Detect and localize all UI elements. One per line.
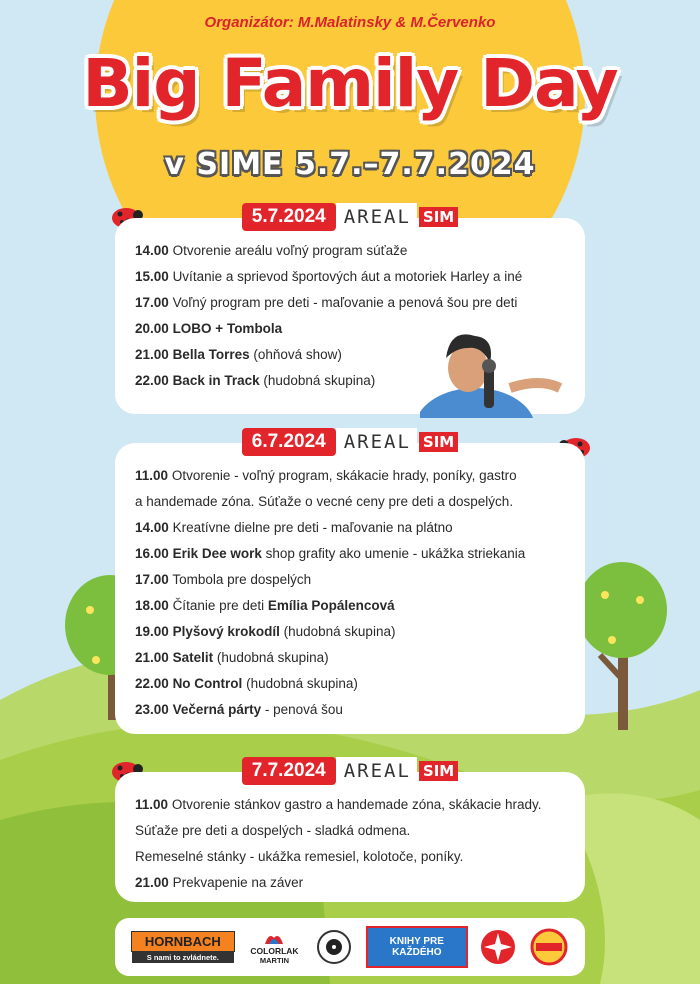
schedule-row (135, 593, 567, 619)
hornbach-name: HORNBACH (131, 931, 235, 952)
schedule-time: 15.00 (135, 269, 169, 284)
schedule-time: 16.00 (135, 546, 169, 561)
schedule-row (135, 489, 567, 515)
schedule-row (135, 567, 567, 593)
hornbach-logo (131, 931, 235, 963)
schedule-text: shop grafity ako umenie - ukážka striekania (265, 546, 526, 561)
date-header-2 (0, 428, 700, 458)
schedule-text: Súťaže pre deti a dospelých - sladká odmena. (135, 823, 411, 838)
schedule-text: Otvorenie - voľný program, skákacie hrady, poníky, gastro (171, 468, 517, 483)
sponsor-bar (115, 918, 585, 976)
schedule-time: 21.00 (135, 875, 169, 890)
schedule-text: Voľný program pre deti - maľovanie a penová šou pre deti (172, 295, 518, 310)
performer-name: Bella Torres (172, 347, 250, 362)
sim-logo: SIM (419, 432, 458, 452)
badge-logo (479, 929, 517, 965)
areal-label: AREAL (336, 428, 417, 456)
record-logo (314, 928, 354, 966)
schedule-row (135, 697, 567, 723)
knihy-logo (366, 926, 468, 968)
schedule-list (135, 463, 567, 723)
colorlak-icon (263, 930, 285, 946)
performer-name: Emília Popálencová (267, 598, 395, 613)
date-header-3 (0, 757, 700, 787)
colorlak-city: MARTIN (259, 955, 290, 965)
schedule-time: 14.00 (135, 243, 169, 258)
schedule-time: 17.00 (135, 572, 169, 587)
schedule-row (135, 792, 567, 818)
schedule-text: (ohňová show) (253, 347, 342, 362)
event-title: Big Family Day (82, 45, 618, 122)
schedule-text: Otvorenie areálu voľný program súťaže (172, 243, 408, 258)
schedule-row (135, 463, 567, 489)
date-badge: 5.7.2024 (242, 203, 336, 231)
sim-logo: SIM (419, 207, 458, 227)
schedule-text: a handemade zóna. Súťaže o vecné ceny pre deti a dospelých. (135, 494, 514, 509)
day-card-3 (115, 772, 585, 902)
schedule-time: 22.00 (135, 373, 169, 388)
schedule-row (135, 671, 567, 697)
schedule-text: Uvítanie a sprievod športových áut a motoriek Harley a iné (172, 269, 523, 284)
performer-name: Plyšový krokodíl (172, 624, 280, 639)
performer-name: Erik Dee work (172, 546, 262, 561)
schedule-row (135, 645, 567, 671)
schedule-time: 11.00 (135, 468, 169, 483)
sim-logo: SIM (419, 761, 458, 781)
schedule-time: 14.00 (135, 520, 169, 535)
schedule-row (135, 844, 567, 870)
schedule-text: (hudobná skupina) (283, 624, 396, 639)
colorlak-name: COLORLAK (250, 945, 299, 956)
schedule-time: 22.00 (135, 676, 169, 691)
schedule-row (135, 290, 567, 316)
schedule-time: 19.00 (135, 624, 169, 639)
performer-photo (420, 318, 570, 418)
day-card-2 (115, 443, 585, 734)
schedule-text: - penová šou (264, 702, 343, 717)
schedule-text: Čítanie pre deti (172, 598, 265, 613)
schedule-time: 11.00 (135, 797, 169, 812)
schedule-time: 21.00 (135, 347, 169, 362)
hornbach-tagline: S nami to zvládnete. (132, 952, 234, 963)
schedule-text: Otvorenie stánkov gastro a handemade zóna, skákacie hrady. (171, 797, 542, 812)
date-badge: 7.7.2024 (242, 757, 336, 785)
areal-label: AREAL (336, 757, 417, 785)
schedule-row (135, 619, 567, 645)
circle-logo (529, 928, 569, 966)
schedule-row (135, 870, 567, 896)
schedule-list (135, 792, 567, 896)
schedule-time: 17.00 (135, 295, 169, 310)
event-subtitle: v SIME 5.7.–7.7.2024 (164, 147, 536, 182)
organizer-text: Organizátor: M.Malatinsky & M.Červenko (204, 14, 496, 31)
colorlak-logo (246, 930, 302, 965)
schedule-row (135, 515, 567, 541)
date-header-1 (0, 203, 700, 233)
performer-name: Back in Track (172, 373, 260, 388)
schedule-row (135, 818, 567, 844)
areal-label: AREAL (336, 203, 417, 231)
date-badge: 6.7.2024 (242, 428, 336, 456)
schedule-row (135, 238, 567, 264)
performer-name: Večerná párty (172, 702, 262, 717)
schedule-row (135, 541, 567, 567)
schedule-text: Prekvapenie na záver (172, 875, 304, 890)
knihy-name: KNIHY PRE KAŽDÉHO (389, 936, 444, 958)
schedule-text: Tombola pre dospelých (172, 572, 312, 587)
schedule-time: 23.00 (135, 702, 169, 717)
schedule-text: Remeselné stánky - ukážka remesiel, kolotoče, poníky. (135, 849, 464, 864)
performer-name: LOBO + Tombola (172, 321, 283, 336)
schedule-time: 21.00 (135, 650, 169, 665)
schedule-text: (hudobná skupina) (216, 650, 329, 665)
performer-name: Satelit (172, 650, 214, 665)
schedule-time: 20.00 (135, 321, 169, 336)
schedule-time: 18.00 (135, 598, 169, 613)
schedule-row (135, 264, 567, 290)
schedule-text: Kreatívne dielne pre deti - maľovanie na plátno (172, 520, 453, 535)
schedule-text: (hudobná skupina) (246, 676, 358, 691)
schedule-text: (hudobná skupina) (263, 373, 376, 388)
performer-name: No Control (172, 676, 243, 691)
